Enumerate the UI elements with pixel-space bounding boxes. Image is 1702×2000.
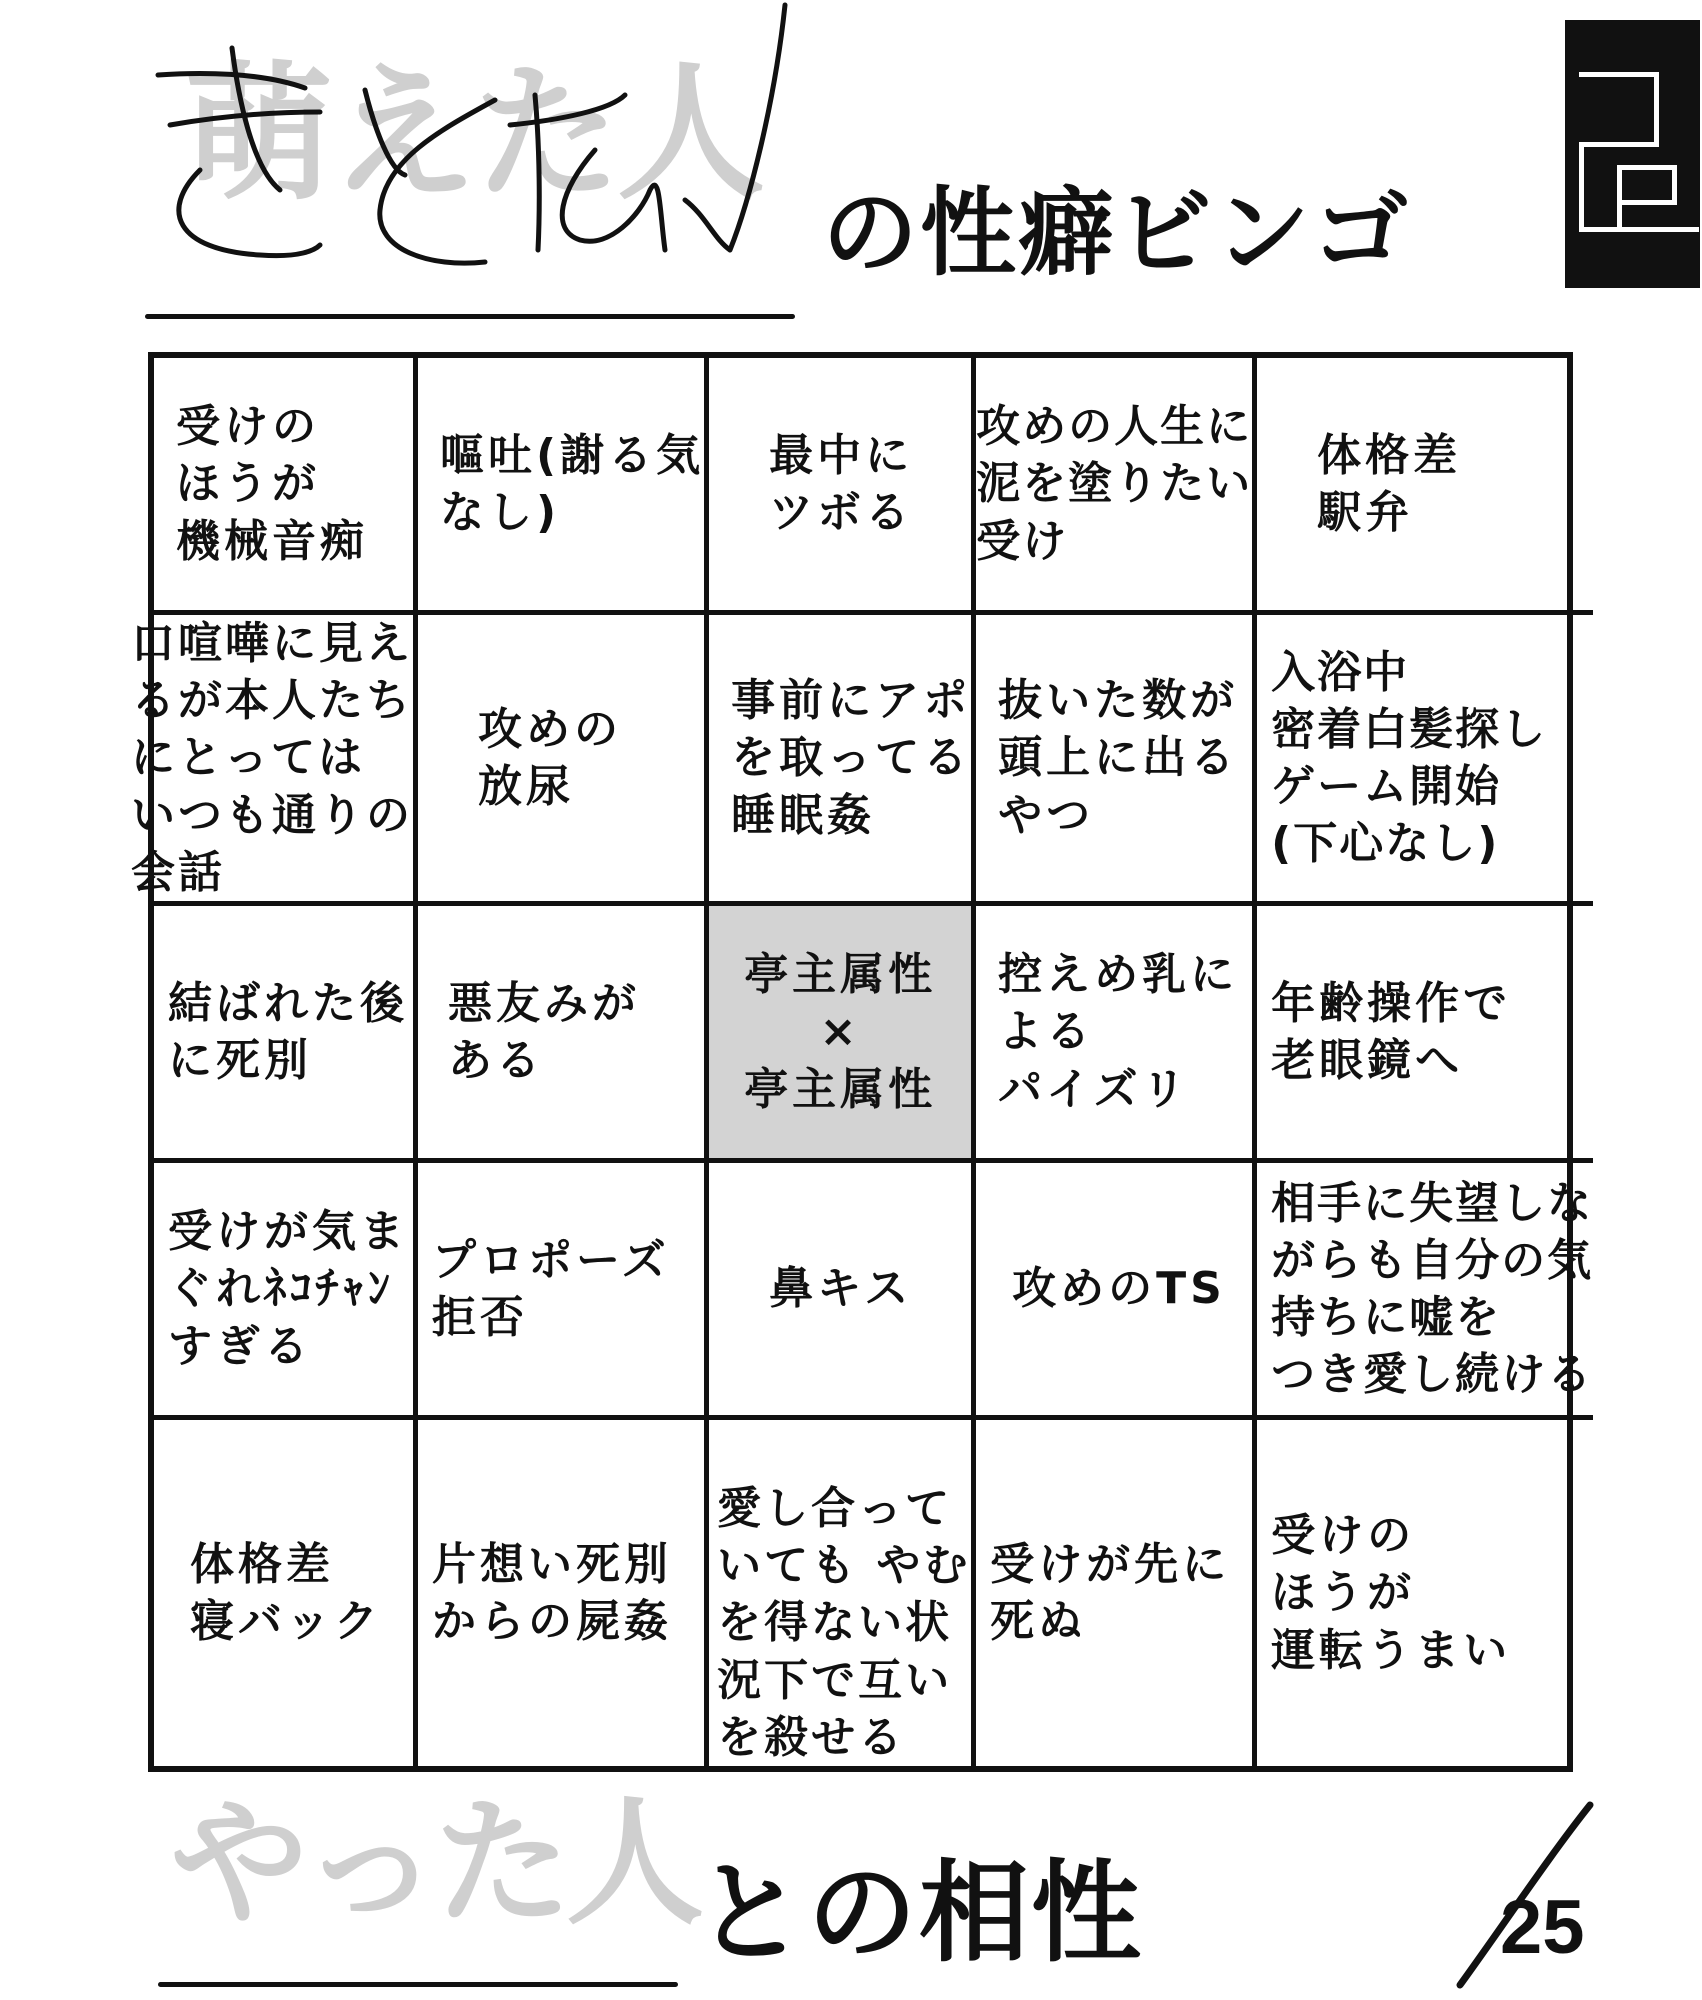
cell-text: 攻めの 放尿 — [478, 703, 622, 812]
cell-text: 受けが気ま ぐれﾈｺﾁｬﾝ すぎる — [168, 1206, 408, 1372]
bingo-cell[interactable] — [709, 1163, 976, 1420]
cell-text: 受けが先に 死ぬ — [990, 1538, 1231, 1648]
bingo-cell[interactable] — [154, 358, 418, 615]
cell-text: 攻めの人生に 泥を塗りたい 受け — [976, 401, 1253, 567]
logo-mark — [1565, 20, 1700, 288]
cell-text: 口喧嘩に見え るが本人たち にとっては いつも通りの 会話 — [131, 618, 413, 898]
cell-text: 受けの ほうが 運転うまい — [1271, 1510, 1512, 1676]
bingo-cell[interactable] — [154, 1163, 418, 1420]
cell-text: 結ばれた後 に死別 — [168, 977, 408, 1086]
bingo-cell[interactable] — [976, 615, 1257, 906]
bingo-cell[interactable] — [1257, 1420, 1593, 1766]
bingo-grid — [131, 352, 1594, 1772]
bingo-cell[interactable] — [154, 1420, 418, 1766]
bingo-cell[interactable] — [976, 906, 1257, 1163]
cell-text: プロポーズ 拒否 — [432, 1234, 670, 1344]
cell-text: 悪友みが ある — [448, 977, 640, 1086]
cell-text: 攻めのTS — [1012, 1263, 1226, 1315]
bingo-cell[interactable] — [131, 615, 418, 906]
bingo-cell[interactable] — [709, 358, 976, 615]
cell-text: 体格差 駅弁 — [1317, 429, 1462, 539]
header-placeholder-text: 萌えた人 — [185, 48, 761, 220]
bingo-cell[interactable] — [1257, 906, 1593, 1163]
cell-text: 入浴中 密着白髪探し ゲーム開始 (下心なし) — [1271, 646, 1548, 870]
bingo-cell[interactable] — [418, 358, 709, 615]
header-underline — [145, 314, 795, 319]
bingo-cell[interactable] — [1257, 358, 1593, 615]
bingo-cell-free-space[interactable] — [709, 906, 976, 1163]
cell-text: 体格差 寝バック — [190, 1538, 382, 1648]
bingo-cell[interactable] — [976, 1163, 1257, 1420]
bingo-cell[interactable] — [709, 1420, 976, 1766]
score-total: 25 — [1500, 1885, 1585, 1970]
cell-text: 最中に ツボる — [769, 429, 914, 539]
cell-text: 相手に失望しな がらも自分の気 持ちに嘘を つき愛し続ける — [1271, 1177, 1594, 1401]
bingo-cell[interactable] — [154, 906, 418, 1163]
cell-text: 亭主属性 × 亭主属性 — [744, 949, 937, 1115]
bingo-cell[interactable] — [418, 1163, 709, 1420]
bingo-cell[interactable] — [418, 1420, 709, 1766]
bingo-cell[interactable] — [709, 615, 976, 906]
handwritten-name — [140, 0, 800, 320]
page-title: の性癖ビンゴ — [822, 177, 1410, 289]
footer-underline — [158, 1982, 678, 1987]
bingo-cell[interactable] — [1257, 1163, 1593, 1420]
bingo-cell[interactable] — [976, 1420, 1257, 1766]
bingo-cell[interactable] — [976, 358, 1257, 615]
cell-text: 抜いた数が 頭上に出る やつ — [998, 675, 1239, 841]
cell-text: 鼻キス — [769, 1263, 913, 1315]
cell-text: 年齢操作で 老眼鏡へ — [1271, 977, 1512, 1086]
cell-text: 愛し合って いても やむ を得ない状 況下で互い を殺せる — [717, 1483, 971, 1763]
footer-placeholder-text: やった人 — [170, 1783, 699, 1944]
bingo-cell[interactable] — [418, 906, 709, 1163]
footer-title: との相性 — [695, 1849, 1143, 1977]
bingo-cell[interactable] — [1257, 615, 1593, 906]
cell-text: 片想い死別 からの屍姦 — [432, 1538, 672, 1648]
cell-text: 控えめ乳に よる パイズリ — [998, 949, 1239, 1115]
bingo-cell[interactable] — [418, 615, 709, 906]
cell-text: 受けの ほうが 機械音痴 — [176, 401, 368, 567]
cell-text: 嘔吐(謝る気 なし) — [440, 429, 705, 539]
cell-text: 事前にアポ を取ってる 睡眠姦 — [731, 675, 972, 841]
